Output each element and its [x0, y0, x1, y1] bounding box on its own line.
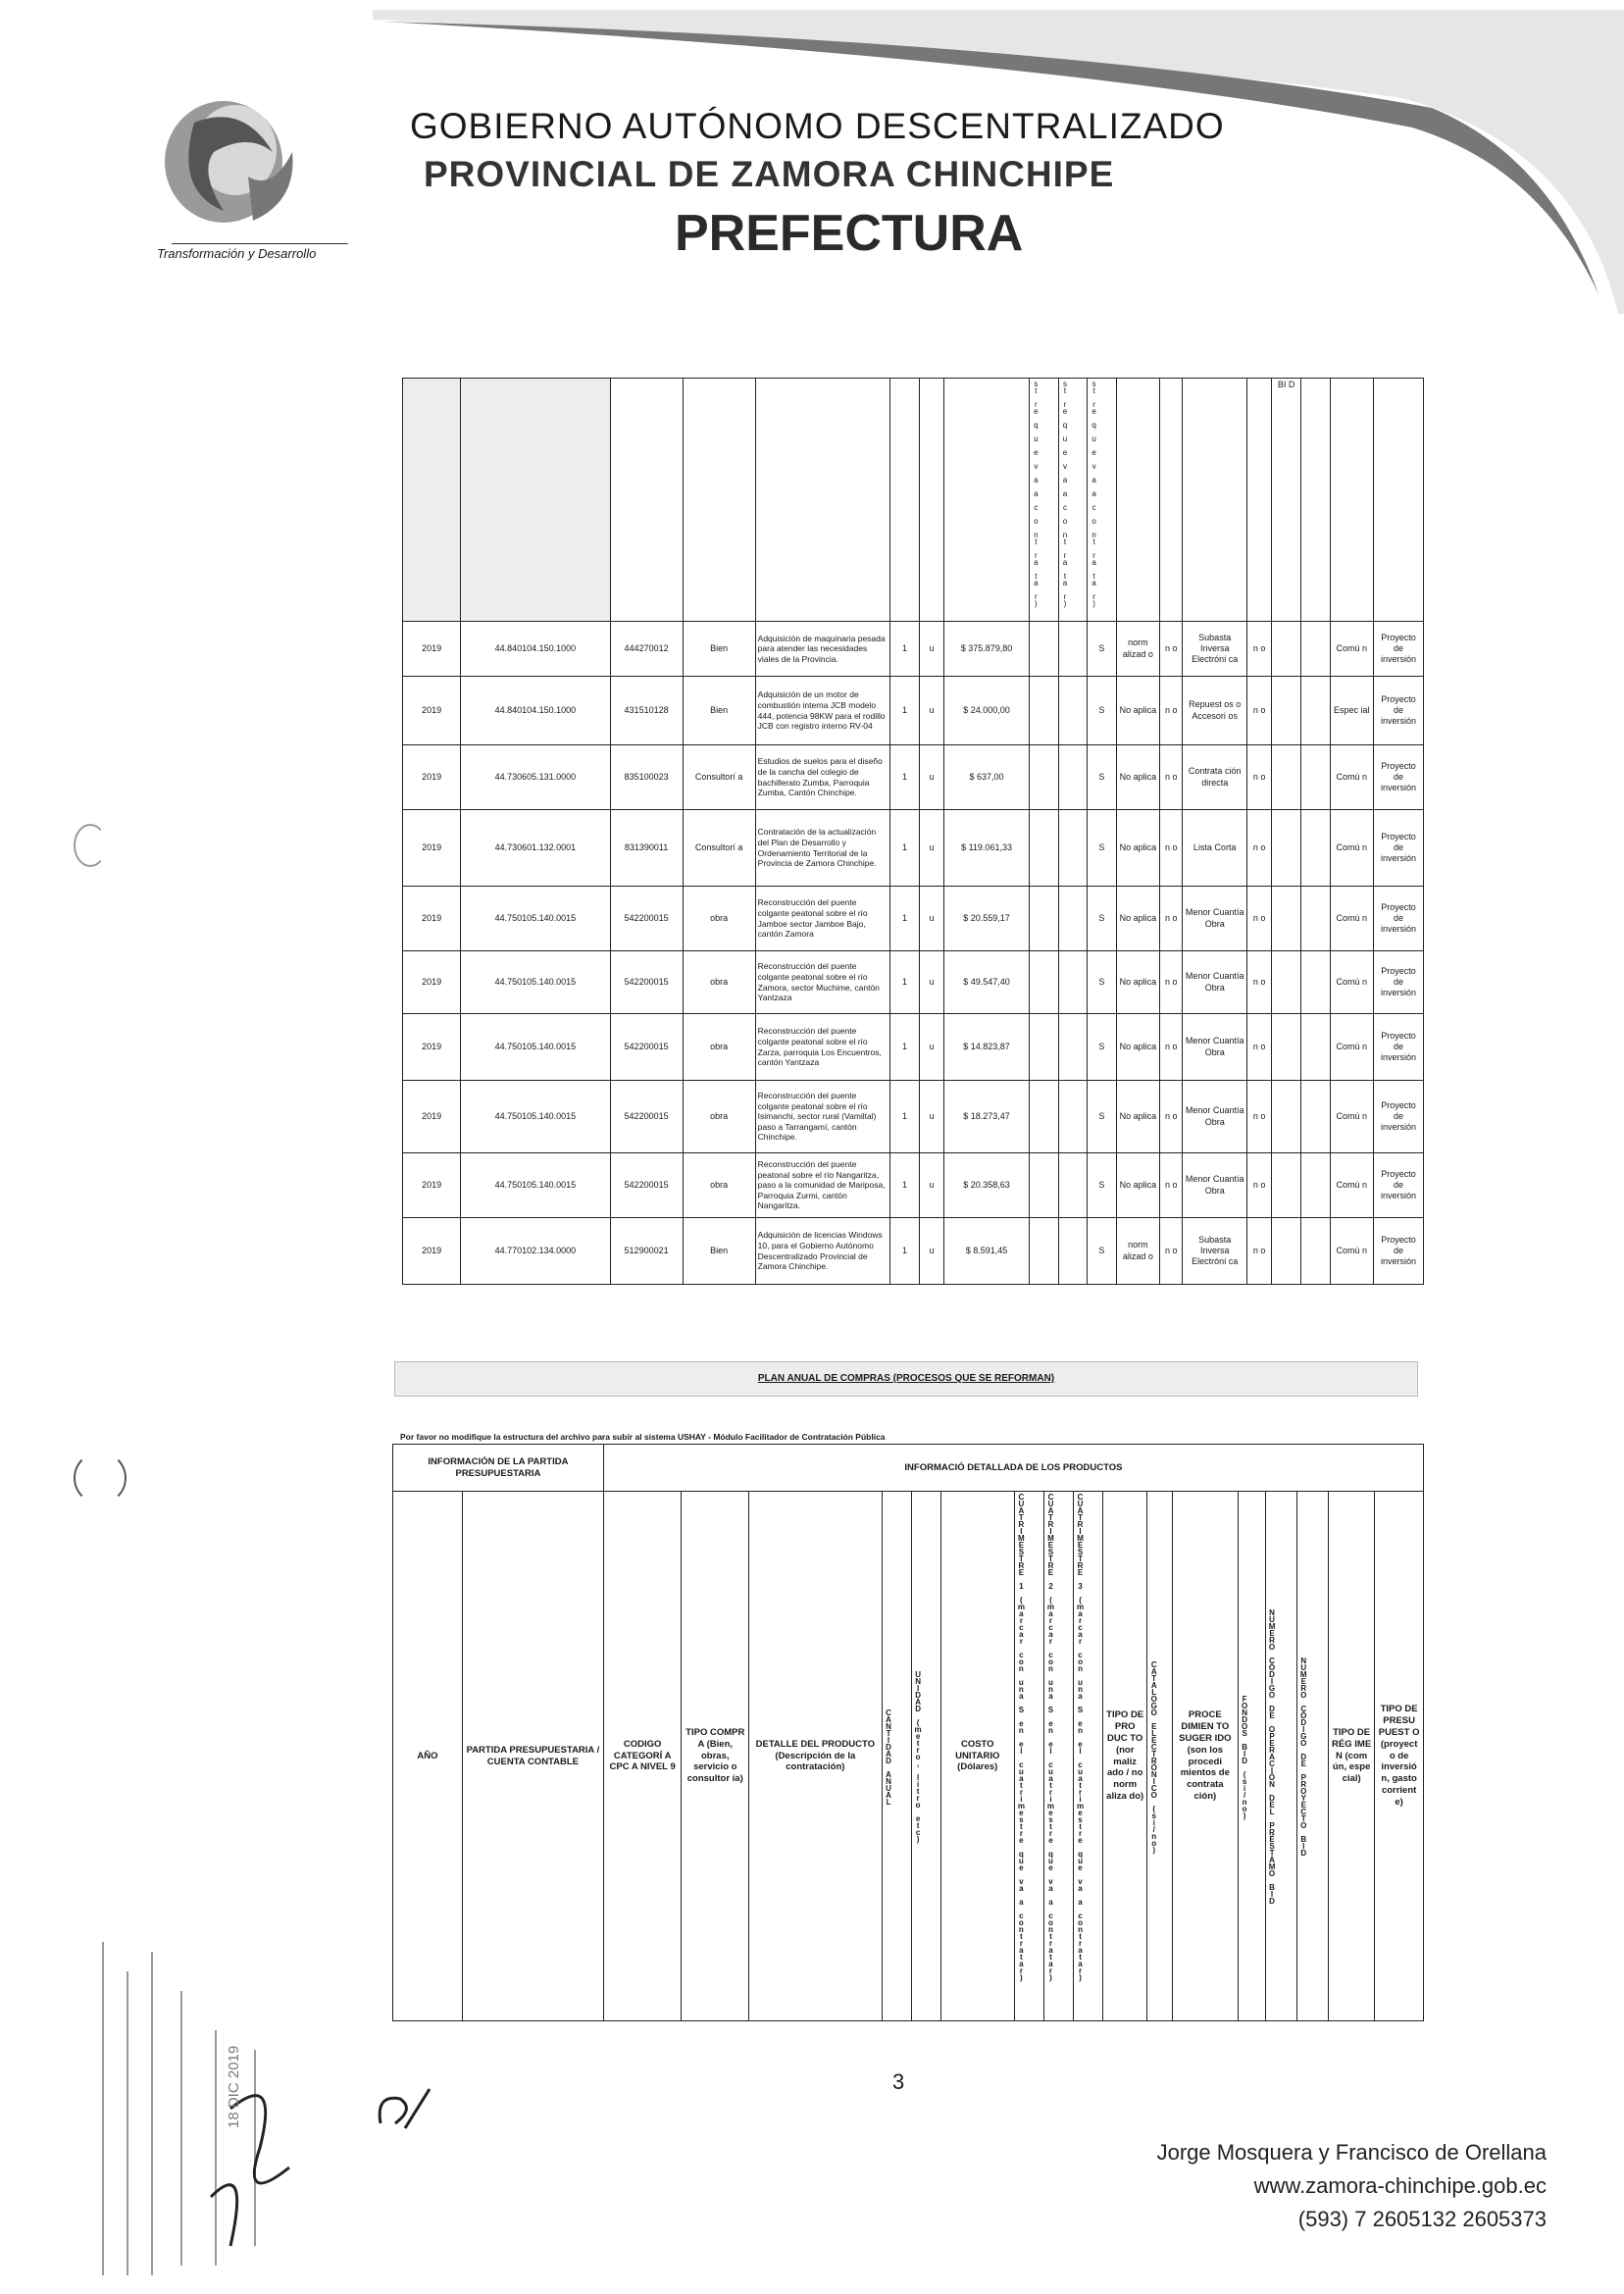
- page-number: 3: [892, 2069, 905, 2094]
- cell-prestamo: [1272, 1218, 1301, 1285]
- cell-cuat3: S: [1088, 810, 1117, 887]
- cell-presupuesto: Proyecto de inversión: [1374, 951, 1424, 1014]
- cell-tipo: Consultorí a: [683, 810, 755, 887]
- cell-cpc: 835100023: [610, 745, 683, 810]
- cell-fondos-bid: n o: [1246, 622, 1271, 677]
- cell-cantidad: 1: [890, 951, 920, 1014]
- cell-cuat1: [1029, 1153, 1058, 1218]
- cell-partida: 44.750105.140.0015: [461, 1014, 610, 1081]
- cell-detalle: Reconstrucción del puente colgante peatonal sobre el río Zarza, parroquia Los Encuentros, cantón Yantzaza: [755, 1014, 890, 1081]
- header-decor-swoosh: [373, 10, 1624, 324]
- cell-fondos-bid: n o: [1246, 810, 1271, 887]
- cell-fondos-bid: n o: [1246, 1081, 1271, 1153]
- cell-partida: 44.750105.140.0015: [461, 887, 610, 951]
- cell-prestamo: [1272, 745, 1301, 810]
- cell-cuat3: S: [1088, 1218, 1117, 1285]
- header-line-2: PROVINCIAL DE ZAMORA CHINCHIPE: [424, 154, 1115, 194]
- cell-costo: $ 20.358,63: [944, 1153, 1030, 1218]
- cell-fondos-bid: n o: [1246, 677, 1271, 745]
- cell-cuat3: S: [1088, 1153, 1117, 1218]
- cell-fondos-bid: n o: [1246, 887, 1271, 951]
- cell-presupuesto: Proyecto de inversión: [1374, 745, 1424, 810]
- table-row: [403, 1153, 1424, 1218]
- cell-tipo-producto: No aplica: [1116, 810, 1159, 887]
- cell-costo: $ 49.547,40: [944, 951, 1030, 1014]
- col-unidad: UNIDAD (metro, litro etc): [913, 1670, 923, 1842]
- cell-procedimiento: Contrata ción directa: [1183, 745, 1247, 810]
- table-row: [403, 677, 1424, 745]
- cell-partida: 44.840104.150.1000: [461, 677, 610, 745]
- cell-presupuesto: Proyecto de inversión: [1374, 1081, 1424, 1153]
- cell-detalle: Estudios de suelos para el diseño de la cancha del colegio de bachillerato Zumba, Parroquia Zumba, Cantón Chinchipe.: [755, 745, 890, 810]
- cuat1-partial: st re q u e v a a c o nt ra ta r): [1031, 380, 1040, 606]
- col-numero-proyecto: NUMERO CÓDIGO DE PROYECTO BID: [1298, 1657, 1308, 1856]
- cell-fondos-bid: n o: [1246, 1153, 1271, 1218]
- cell-procedimiento: Repuest os o Accesori os: [1183, 677, 1247, 745]
- module-note: Por favor no modifique la estructura del archivo para subir al sistema USHAY - Módulo Facilitador de Contratación Pública: [400, 1432, 886, 1442]
- cell-anio: 2019: [403, 810, 461, 887]
- cell-costo: $ 119.061,33: [944, 810, 1030, 887]
- table-row: [403, 622, 1424, 677]
- col-cpc: CODIGO CATEGORÍ A CPC A NIVEL 9: [603, 1492, 682, 2021]
- punch-hole-2: [74, 1452, 127, 1504]
- cell-fondos-bid: n o: [1246, 951, 1271, 1014]
- cell-partida: 44.840104.150.1000: [461, 622, 610, 677]
- cell-cuat1: [1029, 745, 1058, 810]
- cell-tipo: obra: [683, 1081, 755, 1153]
- cell-proyecto: [1300, 1153, 1330, 1218]
- cell-cpc: 512900021: [610, 1218, 683, 1285]
- cell-proyecto: [1300, 1218, 1330, 1285]
- logo-underline: [172, 243, 348, 244]
- cell-cuat1: [1029, 1081, 1058, 1153]
- swoosh-graphic: [373, 10, 1624, 324]
- cell-cuat2: [1058, 1153, 1088, 1218]
- cell-cuat2: [1058, 1218, 1088, 1285]
- cell-procedimiento: Subasta Inversa Electróni ca: [1183, 1218, 1247, 1285]
- col-procedimiento: PROCE DIMIEN TO SUGER IDO (son los procedi mientos de contrata ción): [1173, 1492, 1239, 2021]
- cell-cuat2: [1058, 677, 1088, 745]
- cell-unidad: u: [919, 677, 943, 745]
- col-cuatrimestre-3: CUATRIMESTRE 3 (marcar con una S en el cuatrimestre que va a contratar): [1076, 1493, 1086, 1980]
- cell-cuat2: [1058, 1014, 1088, 1081]
- cell-cuat2: [1058, 622, 1088, 677]
- cell-cpc: 542200015: [610, 951, 683, 1014]
- table-row: [403, 745, 1424, 810]
- cell-anio: 2019: [403, 745, 461, 810]
- cell-fondos-bid: n o: [1246, 1218, 1271, 1285]
- cell-proyecto: [1300, 1081, 1330, 1153]
- col-regimen: TIPO DE RÉG IME N (com ún, espe cial): [1328, 1492, 1374, 2021]
- cell-procedimiento: Subasta Inversa Electróni ca: [1183, 622, 1247, 677]
- cell-regimen: Comú n: [1330, 745, 1373, 810]
- cell-costo: $ 375.879,80: [944, 622, 1030, 677]
- cell-regimen: Comú n: [1330, 810, 1373, 887]
- cell-prestamo: [1272, 1153, 1301, 1218]
- cell-cantidad: 1: [890, 677, 920, 745]
- cell-procedimiento: Menor Cuantía Obra: [1183, 1153, 1247, 1218]
- cell-proyecto: [1300, 677, 1330, 745]
- cell-tipo: obra: [683, 887, 755, 951]
- cell-tipo: Bien: [683, 677, 755, 745]
- cell-presupuesto: Proyecto de inversión: [1374, 1218, 1424, 1285]
- cell-tipo-producto: No aplica: [1116, 745, 1159, 810]
- cell-procedimiento: Menor Cuantía Obra: [1183, 1081, 1247, 1153]
- cell-cuat2: [1058, 810, 1088, 887]
- cell-tipo-producto: No aplica: [1116, 1014, 1159, 1081]
- cell-procedimiento: Menor Cuantía Obra: [1183, 1014, 1247, 1081]
- upper-procurement-table: [402, 378, 1424, 1285]
- cell-anio: 2019: [403, 1081, 461, 1153]
- cell-cpc: 444270012: [610, 622, 683, 677]
- cell-cantidad: 1: [890, 1218, 920, 1285]
- cell-regimen: Comú n: [1330, 622, 1373, 677]
- cell-cantidad: 1: [890, 745, 920, 810]
- cell-tipo: obra: [683, 1153, 755, 1218]
- cell-tipo: obra: [683, 951, 755, 1014]
- cell-cuat1: [1029, 622, 1058, 677]
- cell-prestamo: [1272, 951, 1301, 1014]
- cell-partida: 44.750105.140.0015: [461, 951, 610, 1014]
- col-presupuesto: TIPO DE PRESU PUEST O (proyect o de inversió n, gasto corrient e): [1375, 1492, 1424, 2021]
- col-tipo-producto: TIPO DE PRO DUC TO (nor maliz ado / no norm aliza do): [1103, 1492, 1147, 2021]
- cell-procedimiento: Menor Cuantía Obra: [1183, 887, 1247, 951]
- cell-partida: 44.730601.132.0001: [461, 810, 610, 887]
- cell-unidad: u: [919, 745, 943, 810]
- cell-cuat2: [1058, 951, 1088, 1014]
- cell-cpc: 542200015: [610, 1014, 683, 1081]
- header-line-1: GOBIERNO AUTÓNOMO DESCENTRALIZADO: [410, 106, 1225, 146]
- cell-catalogo: n o: [1160, 1218, 1183, 1285]
- cell-unidad: u: [919, 887, 943, 951]
- cell-regimen: Comú n: [1330, 1014, 1373, 1081]
- table-row: [403, 1218, 1424, 1285]
- cell-regimen: Comú n: [1330, 1153, 1373, 1218]
- cell-unidad: u: [919, 1218, 943, 1285]
- cell-presupuesto: Proyecto de inversión: [1374, 887, 1424, 951]
- cell-cuat1: [1029, 677, 1058, 745]
- cell-prestamo: [1272, 810, 1301, 887]
- col-fondos-bid: FONDOS BID (si/no): [1240, 1694, 1249, 1818]
- footer-web: www.zamora-chinchipe.gob.ec: [1253, 2173, 1547, 2198]
- cell-cantidad: 1: [890, 810, 920, 887]
- cell-catalogo: n o: [1160, 622, 1183, 677]
- cell-unidad: u: [919, 622, 943, 677]
- cell-regimen: Espec ial: [1330, 677, 1373, 745]
- cell-catalogo: n o: [1160, 887, 1183, 951]
- cell-cpc: 542200015: [610, 1081, 683, 1153]
- col-catalogo: CATALOGO ELECTRÓNICO (si/no): [1149, 1659, 1159, 1853]
- cell-prestamo: [1272, 1014, 1301, 1081]
- col-tipo-compra: TIPO COMPR A (Bien, obras, servicio o consultor ía): [682, 1492, 749, 2021]
- cell-regimen: Comú n: [1330, 1081, 1373, 1153]
- cell-detalle: Adquisición de maquinaria pesada para atender las necesidades viales de la Provincia.: [755, 622, 890, 677]
- cell-catalogo: n o: [1160, 1014, 1183, 1081]
- col-numero-prestamo: NUMERO CÓDIGO DE OPERACIÓN DEL PRÉSTAMO BID: [1267, 1608, 1277, 1904]
- signature-graphic: [371, 2079, 439, 2138]
- cell-tipo-producto: No aplica: [1116, 1153, 1159, 1218]
- table-row: [403, 887, 1424, 951]
- cell-cpc: 542200015: [610, 887, 683, 951]
- cell-partida: 44.750105.140.0015: [461, 1153, 610, 1218]
- cell-cuat1: [1029, 1014, 1058, 1081]
- cell-prestamo: [1272, 887, 1301, 951]
- col-cantidad: CANTIDAD ANUAL: [884, 1708, 893, 1805]
- cell-proyecto: [1300, 887, 1330, 951]
- cell-tipo-producto: No aplica: [1116, 1081, 1159, 1153]
- col-detalle: DETALLE DEL PRODUCTO (Descripción de la contratación): [749, 1492, 882, 2021]
- cell-proyecto: [1300, 810, 1330, 887]
- cell-cuat3: S: [1088, 887, 1117, 951]
- cell-detalle: Contratación de la actualización del Plan de Desarrollo y Ordenamiento Territorial de la Provincia de Zamora Chinchipe.: [755, 810, 890, 887]
- logo-caption: Transformación y Desarrollo: [157, 246, 317, 261]
- cell-presupuesto: Proyecto de inversión: [1374, 810, 1424, 887]
- cell-cpc: 542200015: [610, 1153, 683, 1218]
- cell-prestamo: [1272, 1081, 1301, 1153]
- cell-cantidad: 1: [890, 622, 920, 677]
- cell-regimen: Comú n: [1330, 1218, 1373, 1285]
- cell-unidad: u: [919, 951, 943, 1014]
- cell-catalogo: n o: [1160, 1081, 1183, 1153]
- cell-cpc: 831390011: [610, 810, 683, 887]
- cell-procedimiento: Lista Corta: [1183, 810, 1247, 887]
- cuat2-partial: st re q u e v a a c o nt ra ta r): [1060, 380, 1070, 606]
- cell-cantidad: 1: [890, 1014, 920, 1081]
- cell-proyecto: [1300, 951, 1330, 1014]
- cell-cuat2: [1058, 887, 1088, 951]
- cell-unidad: u: [919, 1014, 943, 1081]
- cell-cuat3: S: [1088, 622, 1117, 677]
- cell-cuat3: S: [1088, 951, 1117, 1014]
- cell-detalle: Reconstrucción del puente peatonal sobre el río Nangaritza, paso a la comunidad de Mariposa, Parroquia Zurmi, cantón Nangaritza.: [755, 1153, 890, 1218]
- cell-partida: 44.750105.140.0015: [461, 1081, 610, 1153]
- cell-presupuesto: Proyecto de inversión: [1374, 1014, 1424, 1081]
- cell-regimen: Comú n: [1330, 887, 1373, 951]
- cell-costo: $ 8.591,45: [944, 1218, 1030, 1285]
- col-partida: PARTIDA PRESUPUESTARIA / CUENTA CONTABLE: [462, 1492, 603, 2021]
- cell-tipo-producto: No aplica: [1116, 951, 1159, 1014]
- cell-detalle: Reconstrucción del puente colgante peatonal sobre el río Jamboe sector Jamboe Bajo, cantón Zamora: [755, 887, 890, 951]
- cell-detalle: Adquisición de un motor de combustión interna JCB modelo 444, potencia 98KW para el rodillo JCB con registro interno RV-04: [755, 677, 890, 745]
- cell-partida: 44.730605.131.0000: [461, 745, 610, 810]
- col-costo: COSTO UNITARIO (Dólares): [940, 1492, 1014, 2021]
- cell-costo: $ 637,00: [944, 745, 1030, 810]
- cell-catalogo: n o: [1160, 745, 1183, 810]
- stamp-date: 18 DIC 2019: [226, 2045, 242, 2128]
- cell-costo: $ 14.823,87: [944, 1014, 1030, 1081]
- cell-cuat3: S: [1088, 1081, 1117, 1153]
- cell-fondos-bid: n o: [1246, 1014, 1271, 1081]
- cell-anio: 2019: [403, 622, 461, 677]
- col-cuatrimestre-2: CUATRIMESTRE 2 (marcar con una S en el cuatrimestre que va a contratar): [1045, 1493, 1055, 1980]
- cell-tipo: Consultorí a: [683, 745, 755, 810]
- cell-unidad: u: [919, 810, 943, 887]
- cell-anio: 2019: [403, 1014, 461, 1081]
- cell-proyecto: [1300, 622, 1330, 677]
- cell-catalogo: n o: [1160, 951, 1183, 1014]
- cell-prestamo: [1272, 677, 1301, 745]
- header-line-3: PREFECTURA: [675, 205, 1024, 262]
- cell-anio: 2019: [403, 1153, 461, 1218]
- cell-proyecto: [1300, 1014, 1330, 1081]
- stamp-graphic: [83, 1912, 329, 2285]
- cell-unidad: u: [919, 1081, 943, 1153]
- cell-cuat2: [1058, 1081, 1088, 1153]
- cell-anio: 2019: [403, 677, 461, 745]
- cell-cantidad: 1: [890, 887, 920, 951]
- cell-tipo-producto: norm alizad o: [1116, 622, 1159, 677]
- table-row: [403, 1081, 1424, 1153]
- cell-cuat3: S: [1088, 745, 1117, 810]
- plan-banner: PLAN ANUAL DE COMPRAS (PROCESOS QUE SE REFORMAN): [394, 1361, 1418, 1397]
- cell-proyecto: [1300, 745, 1330, 810]
- cell-cuat2: [1058, 745, 1088, 810]
- cell-cuat3: S: [1088, 677, 1117, 745]
- partial-header-row: [403, 379, 1424, 622]
- cuat3-partial: st re q u e v a a c o nt ra ta r): [1090, 380, 1099, 606]
- cell-tipo-producto: No aplica: [1116, 887, 1159, 951]
- upper-table-body: [403, 622, 1424, 1285]
- cell-cpc: 431510128: [610, 677, 683, 745]
- cell-cantidad: 1: [890, 1081, 920, 1153]
- punch-hole-1: [74, 824, 107, 867]
- cell-cuat1: [1029, 951, 1058, 1014]
- cell-anio: 2019: [403, 1218, 461, 1285]
- cell-regimen: Comú n: [1330, 951, 1373, 1014]
- group-partida-header: INFORMACIÓN DE LA PARTIDA PRESUPUESTARIA: [393, 1445, 604, 1492]
- cell-cuat3: S: [1088, 1014, 1117, 1081]
- certification-stamp: [83, 1912, 329, 2285]
- logo: [155, 83, 302, 240]
- cell-cuat1: [1029, 887, 1058, 951]
- footer-phone: (593) 7 2605132 2605373: [1297, 2207, 1547, 2231]
- signature-initials: [371, 2079, 439, 2138]
- cell-cantidad: 1: [890, 1153, 920, 1218]
- group-detalle-header: INFORMACIÓ DETALLADA DE LOS PRODUCTOS: [603, 1445, 1423, 1492]
- cell-costo: $ 24.000,00: [944, 677, 1030, 745]
- cell-catalogo: n o: [1160, 1153, 1183, 1218]
- cell-prestamo: [1272, 622, 1301, 677]
- cell-tipo-producto: No aplica: [1116, 677, 1159, 745]
- cell-fondos-bid: n o: [1246, 745, 1271, 810]
- cell-detalle: Reconstrucción del puente colgante peatonal sobre el río Isimanchi, sector rural (Vamiltal) paso a Tarrangamí, cantón Chinchipe.: [755, 1081, 890, 1153]
- cell-tipo: Bien: [683, 1218, 755, 1285]
- cell-detalle: Reconstrucción del puente colgante peatonal sobre el río Zamora, sector Muchime, cantón Yantzaza: [755, 951, 890, 1014]
- lower-header-table: [392, 1444, 1424, 2021]
- cell-catalogo: n o: [1160, 677, 1183, 745]
- cell-cuat1: [1029, 810, 1058, 887]
- table-row: [403, 810, 1424, 887]
- cell-costo: $ 18.273,47: [944, 1081, 1030, 1153]
- cell-cuat1: [1029, 1218, 1058, 1285]
- cell-anio: 2019: [403, 887, 461, 951]
- cell-presupuesto: Proyecto de inversión: [1374, 677, 1424, 745]
- cell-anio: 2019: [403, 951, 461, 1014]
- table-row: [403, 1014, 1424, 1081]
- cell-procedimiento: Menor Cuantía Obra: [1183, 951, 1247, 1014]
- logo-graphic: [155, 83, 302, 240]
- table-row: [403, 951, 1424, 1014]
- cell-catalogo: n o: [1160, 810, 1183, 887]
- cell-presupuesto: Proyecto de inversión: [1374, 622, 1424, 677]
- bid-partial: BI D: [1277, 380, 1295, 389]
- cell-tipo-producto: norm alizad o: [1116, 1218, 1159, 1285]
- cell-tipo: obra: [683, 1014, 755, 1081]
- col-anio: AÑO: [393, 1492, 463, 2021]
- cell-presupuesto: Proyecto de inversión: [1374, 1153, 1424, 1218]
- cell-unidad: u: [919, 1153, 943, 1218]
- footer-address: Jorge Mosquera y Francisco de Orellana: [1156, 2140, 1547, 2165]
- cell-partida: 44.770102.134.0000: [461, 1218, 610, 1285]
- cell-tipo: Bien: [683, 622, 755, 677]
- col-cuatrimestre-1: CUATRIMESTRE 1 (marcar con una S en el cuatrimestre que va a contratar): [1016, 1493, 1026, 1980]
- cell-costo: $ 20.559,17: [944, 887, 1030, 951]
- cell-detalle: Adquisición de licencias Windows 10, para el Gobierno Autónomo Descentralizado Provincial de Zamora Chinchipe.: [755, 1218, 890, 1285]
